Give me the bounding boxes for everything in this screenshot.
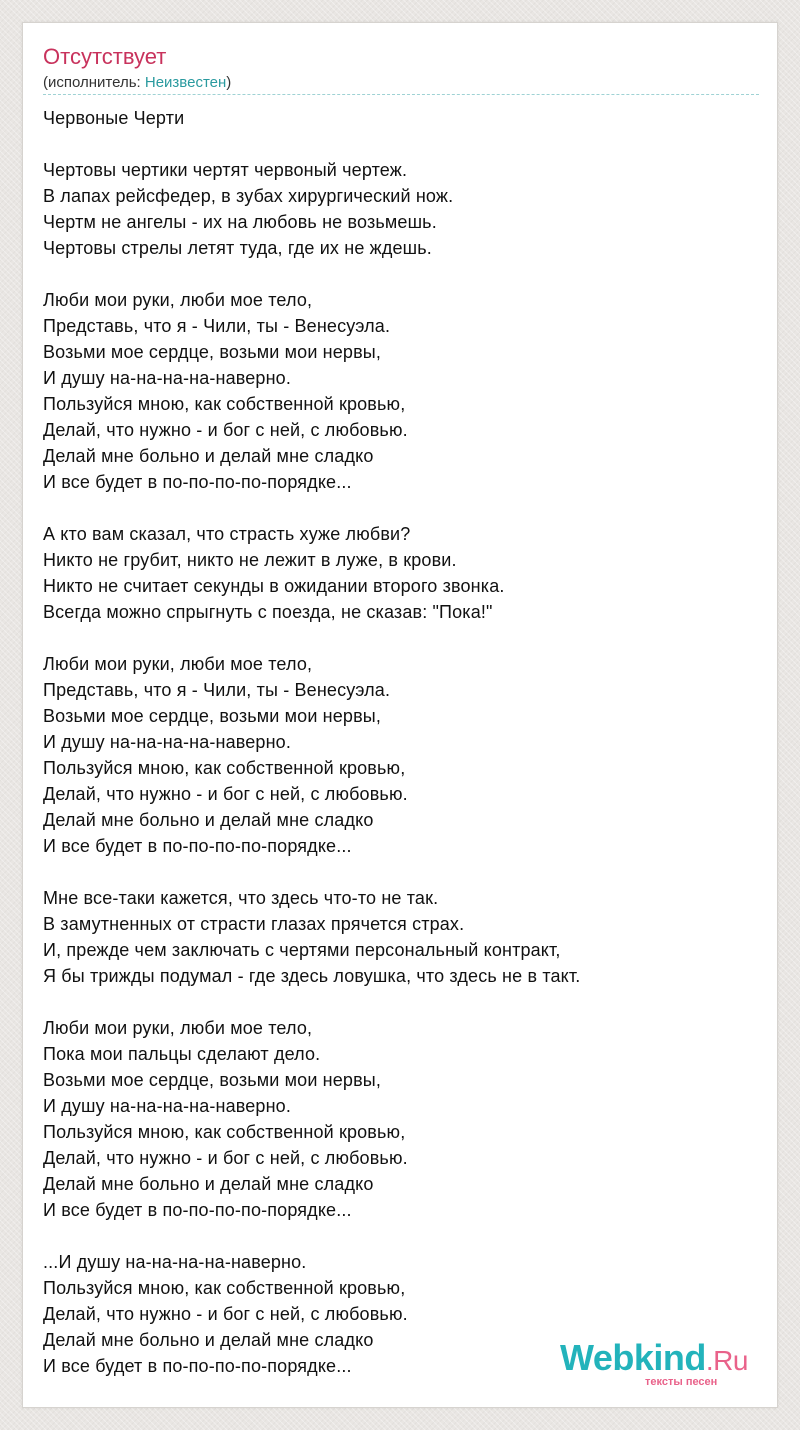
lyric-line: И все будет в по-по-по-по-порядке... xyxy=(43,472,352,492)
lyric-line: Всегда можно спрыгнуть с поезда, не сказав: "Пока!" xyxy=(43,602,493,622)
stanza xyxy=(43,287,759,495)
lyric-line: Делай мне больно и делай мне сладко xyxy=(43,446,374,466)
lyric-line: Пользуйся мною, как собственной кровью, xyxy=(43,394,406,414)
lyric-line: Пользуйся мною, как собственной кровью, xyxy=(43,1122,406,1142)
lyric-line: Люби мои руки, люби мое тело, xyxy=(43,654,313,674)
lyric-line: Делай, что нужно - и бог с ней, с любовью. xyxy=(43,1148,408,1168)
lyric-line: Делай, что нужно - и бог с ней, с любовью. xyxy=(43,784,408,804)
lyric-line: Представь, что я - Чили, ты - Венесуэла. xyxy=(43,316,391,336)
lyric-line: Пользуйся мною, как собственной кровью, xyxy=(43,758,406,778)
lyric-line: Люби мои руки, люби мое тело, xyxy=(43,1018,313,1038)
artist-line xyxy=(43,73,231,93)
lyric-line: Делай мне больно и делай мне сладко xyxy=(43,810,374,830)
stanza xyxy=(43,1015,759,1223)
lyric-line: Чертм не ангелы - их на любовь не возьмешь. xyxy=(43,212,437,232)
lyric-line: Я бы трижды подумал - где здесь ловушка, что здесь не в такт. xyxy=(43,966,581,986)
stanza xyxy=(43,521,759,625)
logo-tagline: тексты песен xyxy=(645,1376,718,1388)
artist-link[interactable]: Неизвестен xyxy=(144,74,227,91)
lyric-line: И все будет в по-по-по-по-порядке... xyxy=(43,1356,352,1376)
lyric-line: Возьми мое сердце, возьми мои нервы, xyxy=(43,706,382,726)
lyric-line: И, прежде чем заключать с чертями персональный контракт, xyxy=(43,940,561,960)
logo-main-text: Webkind xyxy=(560,1337,706,1378)
lyric-line: И душу на-на-на-на-наверно. xyxy=(43,368,291,388)
page-title: Отсутствует xyxy=(43,44,167,69)
stanza xyxy=(43,885,759,989)
lyric-line: Делай, что нужно - и бог с ней, с любовью. xyxy=(43,420,408,440)
lyrics-card xyxy=(22,22,778,1408)
lyric-line: Делай, что нужно - и бог с ней, с любовью. xyxy=(43,1304,408,1324)
divider xyxy=(43,94,759,95)
lyric-line: Никто не считает секунды в ожидании второго звонка. xyxy=(43,576,505,596)
lyric-line: Никто не грубит, никто не лежит в луже, в крови. xyxy=(43,550,457,570)
lyric-line: И душу на-на-на-на-наверно. xyxy=(43,1096,291,1116)
artist-prefix: (исполнитель: xyxy=(43,74,145,91)
lyric-line: Делай мне больно и делай мне сладко xyxy=(43,1174,374,1194)
lyric-line: А кто вам сказал, что страсть хуже любви? xyxy=(43,524,411,544)
lyric-line: Пользуйся мною, как собственной кровью, xyxy=(43,1278,406,1298)
lyric-line: Представь, что я - Чили, ты - Венесуэла. xyxy=(43,680,391,700)
artist-suffix: ) xyxy=(226,74,232,91)
logo-wordmark xyxy=(560,1338,748,1381)
lyric-line: В лапах рейсфедер, в зубах хирургический нож. xyxy=(43,186,454,206)
lyric-line: В замутненных от страсти глазах прячется страх. xyxy=(43,914,465,934)
lyric-line: Чертовы чертики чертят червоный чертеж. xyxy=(43,160,408,180)
lyric-line: Пока мои пальцы сделают дело. xyxy=(43,1044,321,1064)
lyric-line: Чертовы стрелы летят туда, где их не ждешь. xyxy=(43,238,432,258)
lyric-line: Возьми мое сердце, возьми мои нервы, xyxy=(43,1070,382,1090)
song-name: Червоные Черти xyxy=(43,108,185,128)
lyric-line: И все будет в по-по-по-по-порядке... xyxy=(43,836,352,856)
webkind-logo[interactable] xyxy=(560,1338,760,1388)
lyric-line: И душу на-на-на-на-наверно. xyxy=(43,732,291,752)
lyric-line: И все будет в по-по-по-по-порядке... xyxy=(43,1200,352,1220)
lyric-line: Делай мне больно и делай мне сладко xyxy=(43,1330,374,1350)
lyric-line: Люби мои руки, люби мое тело, xyxy=(43,290,313,310)
logo-tld: .Ru xyxy=(705,1345,748,1376)
stanza xyxy=(43,651,759,859)
lyric-line: Возьми мое сердце, возьми мои нервы, xyxy=(43,342,382,362)
lyric-line: ...И душу на-на-на-на-наверно. xyxy=(43,1252,307,1272)
lyric-line: Мне все-таки кажется, что здесь что-то не так. xyxy=(43,888,439,908)
stanza xyxy=(43,157,759,261)
lyrics-body xyxy=(43,105,759,1405)
